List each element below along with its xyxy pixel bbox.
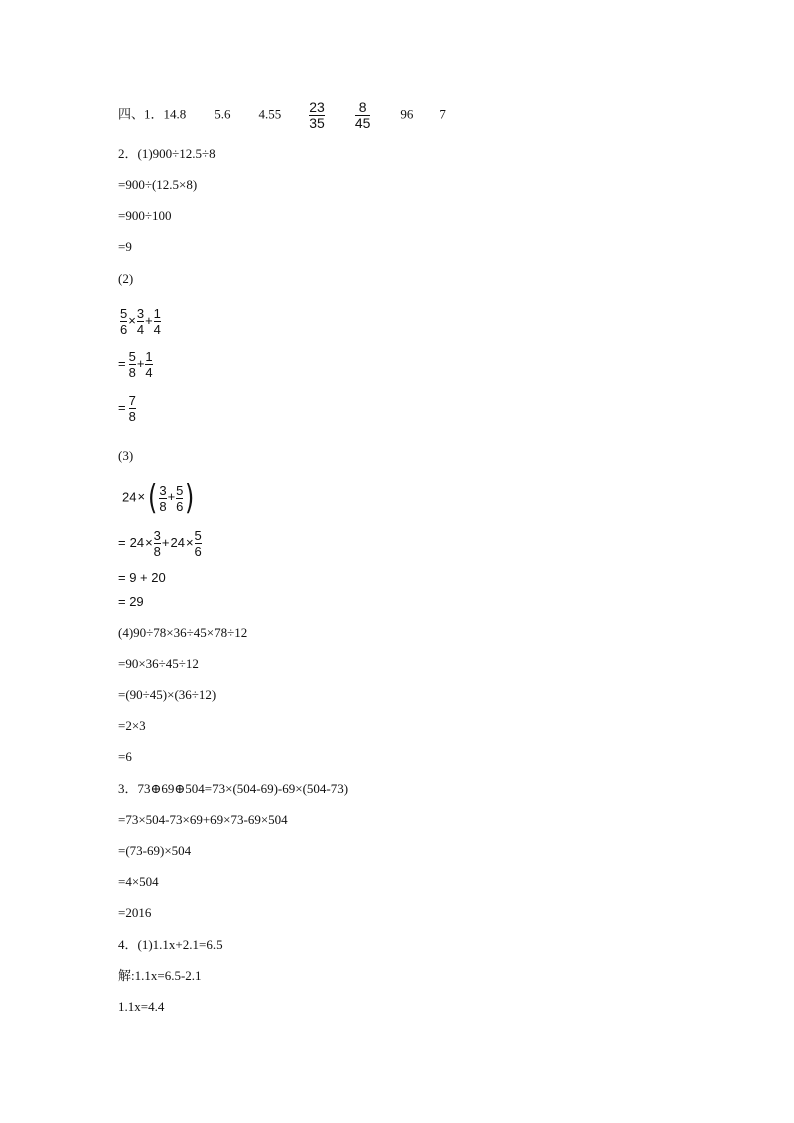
answer-2: 5.6 xyxy=(214,106,231,122)
fraction: $\frac{5}{6}$ xyxy=(120,306,128,337)
q1-answers xyxy=(118,100,446,131)
fraction: $\frac{3}{4}$ xyxy=(136,306,145,337)
q2-p4-line5: =6 xyxy=(118,749,132,764)
q3-line2: =73×504-73×69+69×73-69×504 xyxy=(118,812,288,827)
fraction: $\frac{1}{4}$ xyxy=(145,349,153,380)
answer-3: 4.55 xyxy=(258,106,282,122)
q1-label: 四、1． xyxy=(118,106,164,122)
q2-p4-line4: =2×3 xyxy=(118,718,146,733)
q2-p2-label: (2) xyxy=(118,271,134,286)
answer-7: 7 xyxy=(439,106,446,122)
fraction: $\frac{5}{8}$ xyxy=(128,349,136,380)
q2-p3-step1: = 24× $\frac{3}{8}$ +24× $\frac{5}{6}$ xyxy=(118,528,202,559)
q2-p2-step2: = $\frac{7}{8}$ xyxy=(118,393,136,424)
q2-p1-line1: 2．(1)900÷12.5÷8 xyxy=(118,146,216,161)
q2-p1-line4: =9 xyxy=(118,239,132,254)
answer-6: 96 xyxy=(400,106,414,122)
answer-fraction-2: $\frac{8}{45}$ xyxy=(354,99,371,131)
q2-p3-label: (3) xyxy=(118,448,134,463)
fraction: $\frac{5}{6}$ xyxy=(176,482,184,514)
fraction: $\frac{3}{8}$ xyxy=(159,482,167,514)
q2-p4-line2: =90×36÷45÷12 xyxy=(118,656,199,671)
q2-p3-step3: = 29 xyxy=(118,594,144,609)
q2-p4-line1: (4)90÷78×36÷45×78÷12 xyxy=(118,625,248,640)
q2-p4-line3: =(90÷45)×(36÷12) xyxy=(118,687,217,702)
fraction: $\frac{5}{6}$ xyxy=(194,528,202,559)
q3-line3: =(73-69)×504 xyxy=(118,843,192,858)
q3-line1: 3．73⊕69⊕504=73×(504-69)-69×(504-73) xyxy=(118,781,349,796)
q2-p3-expr: 24×( $\frac{3}{8}$ + $\frac{5}{6}$ ) xyxy=(122,478,195,518)
fraction: $\frac{7}{8}$ xyxy=(128,393,136,424)
answer-1: 14.8 xyxy=(163,106,187,122)
q4-line1: 4．(1)1.1x+2.1=6.5 xyxy=(118,937,223,952)
q2-p3-step2: = 9 + 20 xyxy=(118,570,166,585)
answer-fraction-1: $\frac{23}{35}$ xyxy=(309,99,325,131)
q2-p2-expr: $\frac{5}{6}$ × $\frac{3}{4}$ + $\frac{1}{4}$ xyxy=(120,306,161,337)
q2-p1-line3: =900÷100 xyxy=(118,208,172,223)
fraction: $\frac{3}{8}$ xyxy=(153,528,161,559)
q3-line4: =4×504 xyxy=(118,874,159,889)
fraction: $\frac{1}{4}$ xyxy=(153,306,161,337)
q2-p1-line2: =900÷(12.5×8) xyxy=(118,177,198,192)
q3-line5: =2016 xyxy=(118,905,152,920)
q2-p2-step1: = $\frac{5}{8}$ + $\frac{1}{4}$ xyxy=(118,349,153,380)
q4-line2: 解:1.1x=6.5-2.1 xyxy=(118,968,202,983)
q4-line3: 1.1x=4.4 xyxy=(118,999,165,1014)
